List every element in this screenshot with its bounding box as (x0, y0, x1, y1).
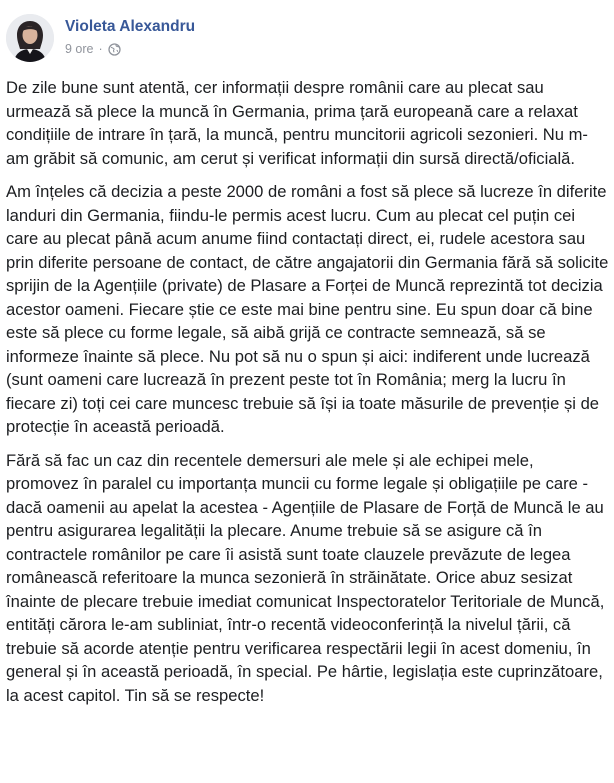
post-paragraph: De zile bune sunt atentă, cer informații despre românii care au plecat sau urmează să plece la muncă în Germania, prima țară europeană care a relaxat condițiile de intrare în țară, la muncă, pentru muncitorii agricoli sezonieri. Nu m-am grăbit să comunic, am cerut și verificat informații din sursă directă/oficială. (6, 78, 588, 168)
post-timestamp[interactable]: 9 ore (65, 42, 94, 56)
post-body (6, 76, 610, 717)
author-name[interactable]: Violeta Alexandru (65, 18, 196, 35)
post-meta (65, 17, 195, 57)
post-paragraph: Am înțeles că decizia a peste 2000 de români a fost să plece să lucreze în diferite landuri din Germania, fiindu-le permis acest lucru. Cum au plecat cel puțin cei care au plecat până acum anume fiind contactați direct, ei, rudele acestora sau prin diferite persoane de contact, de către angajatorii din Germania fără să solicite sprijin de la Agențiile (private) de Plasare a Forței de Muncă reprezintă tot decizia acestor oameni. Fiecare știe ce este mai bine pentru sine. Eu spun doar că bine este să plece cu forme legale, să aibă grijă ce contracte semnează, să se informeze înainte să plece. Nu pot să nu o spun și aici: indiferent unde lucrează (sunt oameni care lucrează în prezent peste tot în România; merg la lucru în fiecare zi) toți cei care muncesc trebuie să își ia toate măsurile de prevenție și de protecție în această perioadă. (6, 182, 609, 436)
separator-dot: · (98, 42, 103, 56)
post-subline (65, 41, 195, 57)
avatar-portrait-icon (6, 14, 54, 62)
post-paragraph: Fără să fac un caz din recentele demersuri ale mele și ale echipei mele, promovez în paralel cu importanța muncii cu forme legale și obligațiile pe care - dacă oamenii au apelat la acestea - Agențiile de Plasare de Forță de Muncă le au pentru asigurarea legalității la plecare. Anume trebuie să se asigure că în contractele românilor pe care îi asistă sunt toate clauzele prevăzute de legea românească referitoare la munca sezonieră în străinătate. Orice abuz sesizat înainte de plecare trebuie imediat comunicat Inspectoratelor Teritoriale de Muncă, entități cărora le-am subliniat, într-o recentă videoconferință la nivelul țării, că trebuie să acorde atenție pentru verificarea respectării legii în acest domeniu, în general și în această perioadă, în special. Pe hârtie, legislația este cuprinzătoare, la acest capitol. Tin să se respecte! (6, 450, 605, 705)
globe-icon[interactable] (108, 43, 121, 56)
avatar[interactable] (6, 14, 54, 62)
post-header (6, 14, 195, 70)
